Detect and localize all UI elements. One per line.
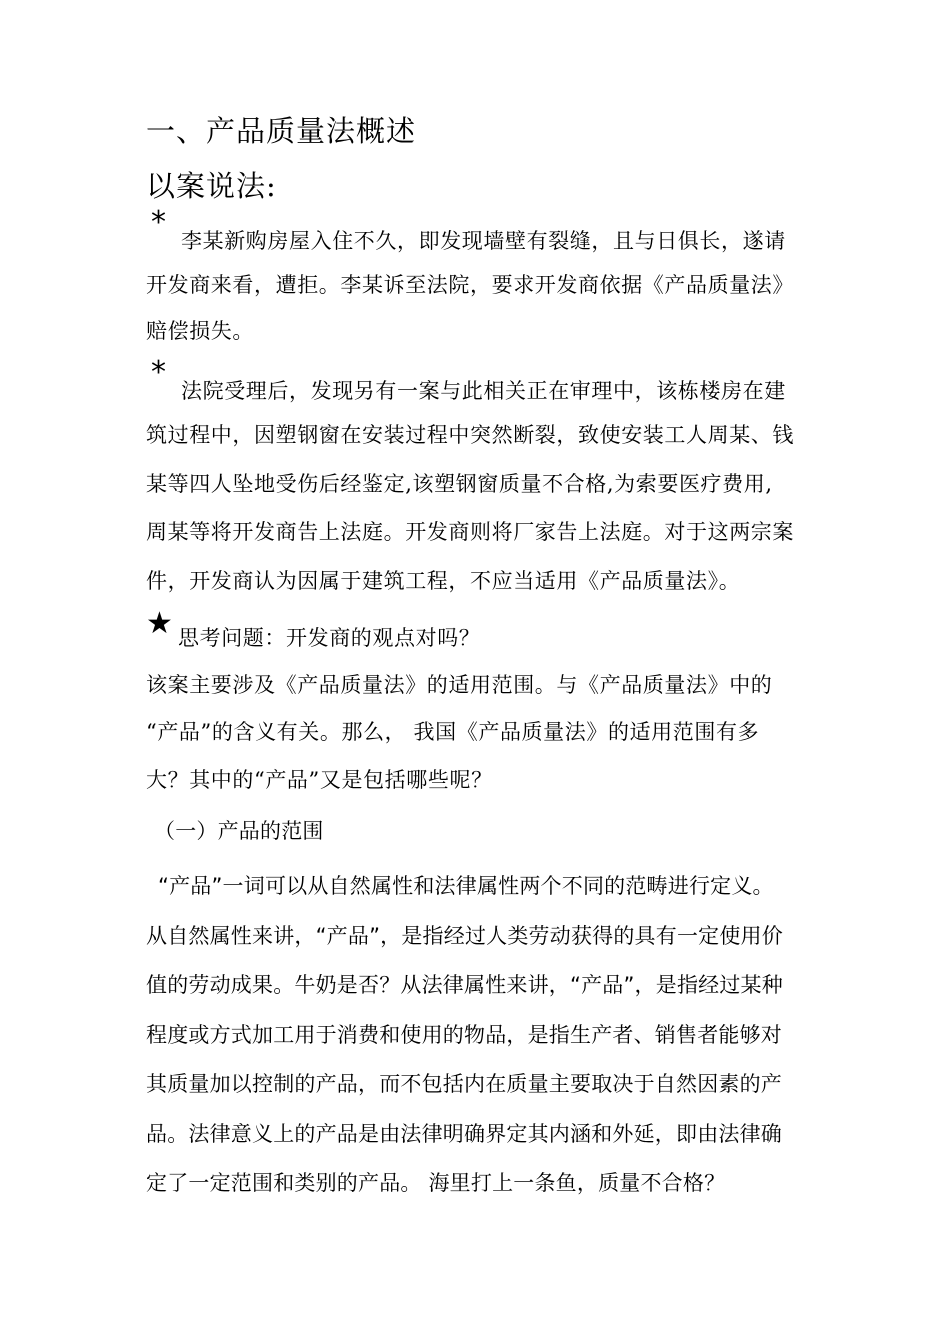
question-text: 思考问题：开发商的观点对吗？ bbox=[178, 626, 481, 650]
star-icon: ★ bbox=[146, 606, 173, 641]
case2-line-5: 件，开发商认为因属于建筑工程，不应当适用《产品质量法》。 bbox=[146, 569, 741, 593]
section-heading: （一）产品的范围 bbox=[154, 819, 324, 843]
section-title: 一、产品质量法概述 bbox=[146, 114, 417, 148]
section-line-6: 品。法律意义上的产品是由法律明确界定其内涵和外延，即由法律确 bbox=[146, 1122, 782, 1146]
section-line-7: 定了一定范围和类别的产品。 海里打上一条鱼，质量不合格？ bbox=[146, 1171, 726, 1195]
section-line-1: “产品”一词可以从自然属性和法律属性两个不同的范畴进行定义。 bbox=[158, 874, 774, 898]
case2-line-2: 筑过程中，因塑钢窗在安装过程中突然断裂，致使安装工人周某、钱 bbox=[146, 423, 794, 447]
analysis-line-2: “产品”的含义有关。那么， 我国《产品质量法》的适用范围有多 bbox=[146, 720, 760, 744]
analysis-line-3: 大？其中的“产品”又是包括哪些呢？ bbox=[146, 768, 493, 792]
case1-line-3: 赔偿损失。 bbox=[146, 319, 254, 343]
case1-line-2: 开发商来看，遭拒。李某诉至法院，要求开发商依据《产品质量法》 bbox=[146, 273, 794, 297]
analysis-line-1: 该案主要涉及《产品质量法》的适用范围。与《产品质量法》中的 bbox=[146, 673, 773, 697]
section-line-5: 其质量加以控制的产品，而不包括内在质量主要取决于自然因素的产 bbox=[146, 1072, 782, 1096]
case2-line-3: 某等四人坠地受伤后经鉴定,该塑钢窗质量不合格,为索要医疗费用, bbox=[146, 472, 773, 496]
case2-line-1: 法院受理后，发现另有一案与此相关正在审理中，该栋楼房在建 bbox=[181, 379, 786, 403]
subtitle: 以案说法: bbox=[146, 169, 277, 203]
section-line-4: 程度或方式加工用于消费和使用的物品，是指生产者、销售者能够对 bbox=[146, 1023, 782, 1047]
case2-line-4: 周某等将开发商告上法庭。开发商则将厂家告上法庭。对于这两宗案 bbox=[146, 520, 794, 544]
section-line-2: 从自然属性来讲，“产品”，是指经过人类劳动获得的具有一定使用价 bbox=[146, 924, 783, 948]
asterisk-icon: * bbox=[151, 355, 166, 390]
asterisk-icon: * bbox=[151, 205, 166, 240]
case1-line-1: 李某新购房屋入住不久，即发现墙壁有裂缝，且与日俱长，遂请 bbox=[181, 229, 786, 253]
section-line-3: 值的劳动成果。牛奶是否？从法律属性来讲，“产品”，是指经过某种 bbox=[146, 973, 783, 997]
